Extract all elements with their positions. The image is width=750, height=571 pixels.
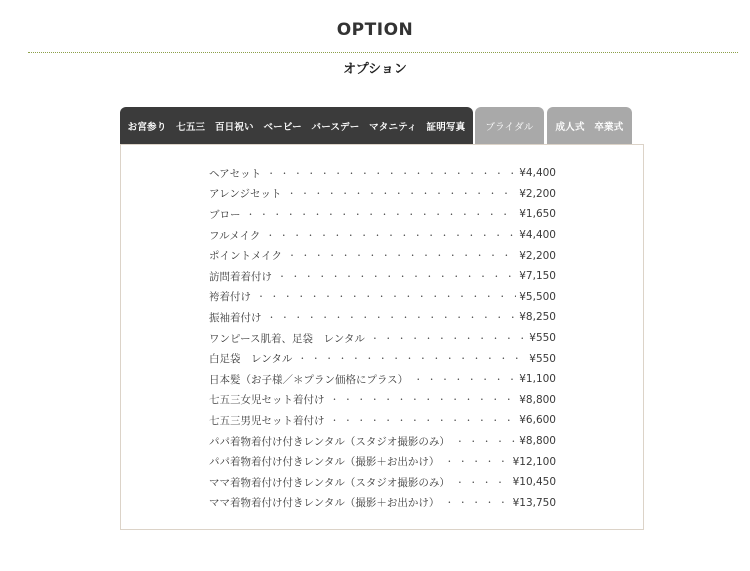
tab-family-photo[interactable]: お宮参り 七五三 百日祝い ベービー バースデー マタニティ 証明写真 <box>120 107 473 144</box>
page-title: OPTION <box>336 20 414 40</box>
item-price: ¥6,600 <box>519 414 556 427</box>
dot-leader <box>268 312 517 323</box>
item-price: ¥10,450 <box>512 476 556 489</box>
item-name: パパ着物着付け付きレンタル（撮影＋お出かけ） <box>209 456 440 469</box>
price-row <box>209 472 556 493</box>
dot-leader <box>266 230 516 241</box>
item-price: ¥7,150 <box>519 270 556 283</box>
title-divider <box>28 52 738 53</box>
price-row <box>209 493 556 514</box>
item-price: ¥8,800 <box>519 393 556 406</box>
price-row <box>209 225 556 246</box>
item-name: 袴着付け <box>209 291 251 304</box>
dot-leader <box>414 374 516 385</box>
item-price: ¥4,400 <box>519 167 556 180</box>
item-name: アレンジセット <box>209 188 282 201</box>
dot-leader <box>257 291 516 302</box>
price-row <box>209 184 556 205</box>
item-price: ¥4,400 <box>519 229 556 242</box>
price-row <box>209 204 556 225</box>
dot-leader <box>445 456 509 467</box>
item-price: ¥2,200 <box>519 187 556 200</box>
dot-leader <box>267 168 516 179</box>
price-row <box>209 287 556 308</box>
dot-leader <box>331 415 517 426</box>
item-name: ママ着物着付け付きレンタル（スタジオ撮影のみ） <box>209 476 450 489</box>
item-price: ¥8,800 <box>519 435 556 448</box>
item-name: 訪問着着付け <box>209 270 272 283</box>
dot-leader <box>298 353 526 364</box>
price-row <box>209 163 556 184</box>
item-name: 七五三女児セット着付け <box>209 394 325 407</box>
price-row <box>209 410 556 431</box>
item-name: ワンピース肌着、足袋 レンタル <box>209 332 365 345</box>
dot-leader <box>456 436 516 447</box>
price-row <box>209 369 556 390</box>
item-price: ¥1,100 <box>519 373 556 386</box>
dot-leader <box>288 250 516 261</box>
item-name: 日本髪（お子様／＊プラン価格にプラス） <box>209 373 409 386</box>
price-row <box>209 307 556 328</box>
price-row <box>209 390 556 411</box>
dot-leader <box>371 333 526 344</box>
dot-leader <box>247 209 517 220</box>
dot-leader <box>445 497 509 508</box>
price-row <box>209 266 556 287</box>
price-list <box>209 163 556 513</box>
price-row <box>209 245 556 266</box>
page-subtitle: オプション <box>343 62 407 77</box>
dot-leader <box>288 188 517 199</box>
price-row <box>209 328 556 349</box>
tab-coming-of-age-graduation[interactable]: 成人式 卒業式 <box>547 107 632 144</box>
price-row <box>209 348 556 369</box>
item-name: パパ着物着付け付きレンタル（スタジオ撮影のみ） <box>209 435 450 448</box>
tab-bridal[interactable]: ブライダル <box>475 107 544 144</box>
item-price: ¥13,750 <box>512 496 556 509</box>
item-name: 白足袋 レンタル <box>209 353 293 366</box>
price-row <box>209 431 556 452</box>
price-row <box>209 451 556 472</box>
item-price: ¥2,200 <box>519 249 556 262</box>
item-price: ¥5,500 <box>519 290 556 303</box>
item-name: 七五三男児セット着付け <box>209 414 325 427</box>
item-name: ヘアセット <box>209 167 262 180</box>
dot-leader <box>331 394 517 405</box>
dot-leader <box>278 271 516 282</box>
item-name: 振袖着付け <box>209 311 262 324</box>
item-price: ¥12,100 <box>512 455 556 468</box>
item-price: ¥8,250 <box>519 311 556 324</box>
item-name: ママ着物着付け付きレンタル（撮影＋お出かけ） <box>209 497 440 510</box>
item-price: ¥550 <box>529 352 556 365</box>
item-price: ¥1,650 <box>519 208 556 221</box>
item-name: ポイントメイク <box>209 250 282 263</box>
item-name: ブロー <box>209 208 241 221</box>
item-name: フルメイク <box>209 229 261 242</box>
item-price: ¥550 <box>529 332 556 345</box>
dot-leader <box>456 477 510 488</box>
